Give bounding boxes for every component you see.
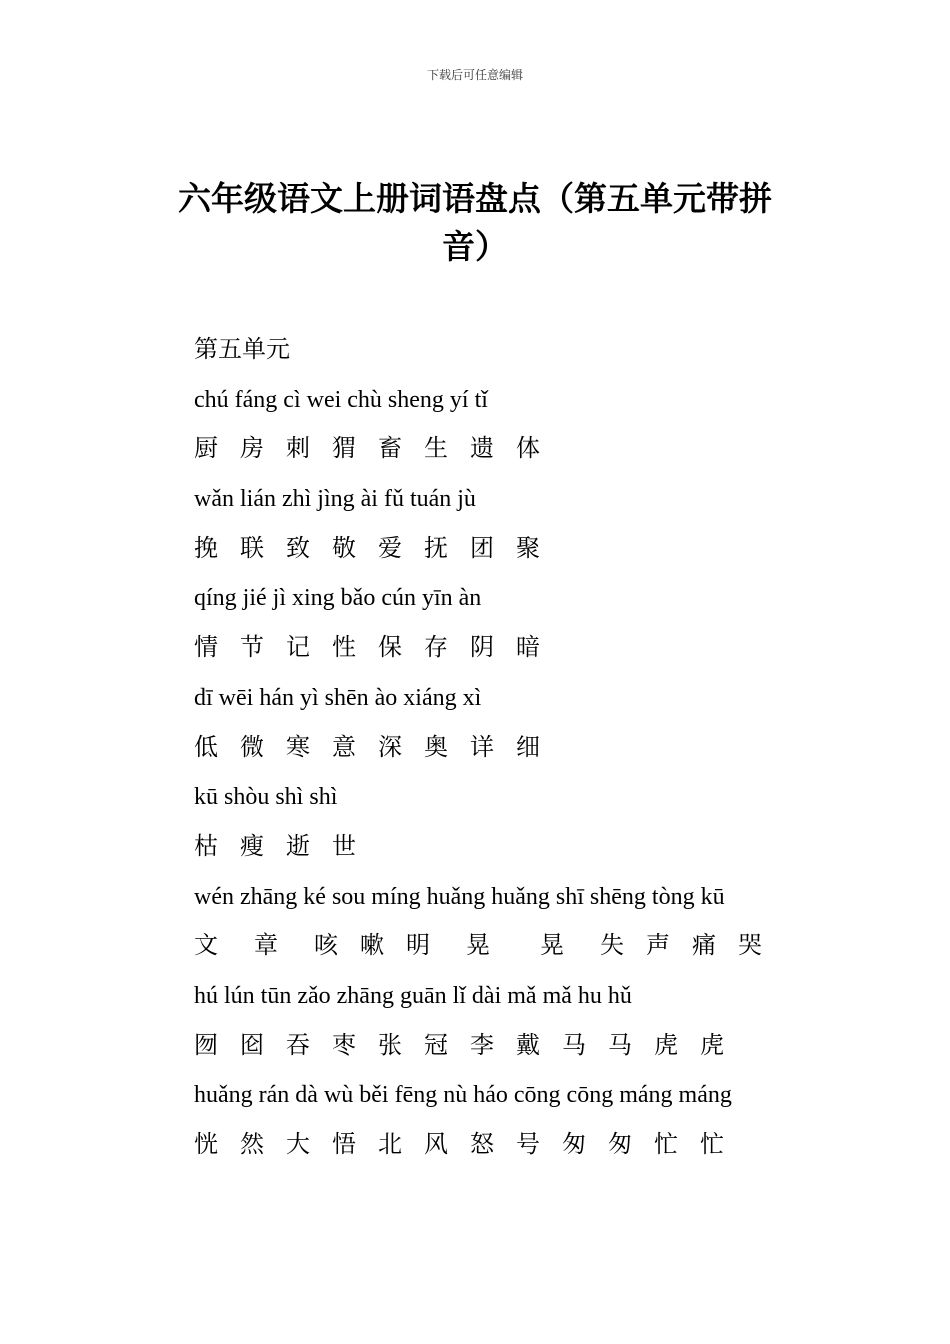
hanzi-line: 厨 房 刺 猬 畜 生 遗 体: [194, 436, 548, 463]
pinyin-line: dī wēi hán yì shēn ào xiáng xì: [194, 684, 482, 711]
document-title-line-1: 六年级语文上册词语盘点（第五单元带拼: [178, 182, 772, 218]
section-heading: 第五单元: [194, 337, 290, 363]
hanzi-line: 囫 囵 吞 枣 张 冠 李 戴 马 马 虎 虎: [194, 1032, 732, 1059]
pinyin-line: wǎn lián zhì jìng ài fǔ tuán jù: [194, 486, 476, 513]
hanzi-line: 枯 瘦 逝 世: [194, 833, 364, 860]
pinyin-line: chú fáng cì wei chù sheng yí tǐ: [194, 386, 488, 413]
document-title-line-2: 音）: [442, 230, 508, 266]
pinyin-line: hú lún tūn zǎo zhāng guān lǐ dài mǎ mǎ hu hǔ: [194, 982, 632, 1009]
document-title: [150, 176, 800, 272]
pinyin-line: wén zhāng ké sou míng huǎng huǎng shī shēng tòng kū: [194, 883, 725, 910]
hanzi-line: 低 微 寒 意 深 奥 详 细: [194, 734, 548, 761]
pinyin-line: kū shòu shì shì: [194, 784, 338, 811]
pinyin-line: qíng jié jì xing bǎo cún yīn àn: [194, 585, 482, 612]
page-header-note: 下载后可任意编辑: [426, 68, 523, 82]
word-list: [194, 326, 894, 1171]
hanzi-line: 挽 联 致 敬 爱 抚 团 聚: [194, 535, 548, 562]
hanzi-line: 文 章 咳 嗽 明 晃 晃 失 声 痛 哭: [194, 933, 770, 960]
hanzi-line: 情 节 记 性 保 存 阴 暗: [194, 635, 548, 662]
hanzi-line: 恍 然 大 悟 北 风 怒 号 匆 匆 忙 忙: [194, 1132, 732, 1158]
pinyin-line: huǎng rán dà wù běi fēng nù háo cōng cōng máng máng: [194, 1082, 732, 1109]
